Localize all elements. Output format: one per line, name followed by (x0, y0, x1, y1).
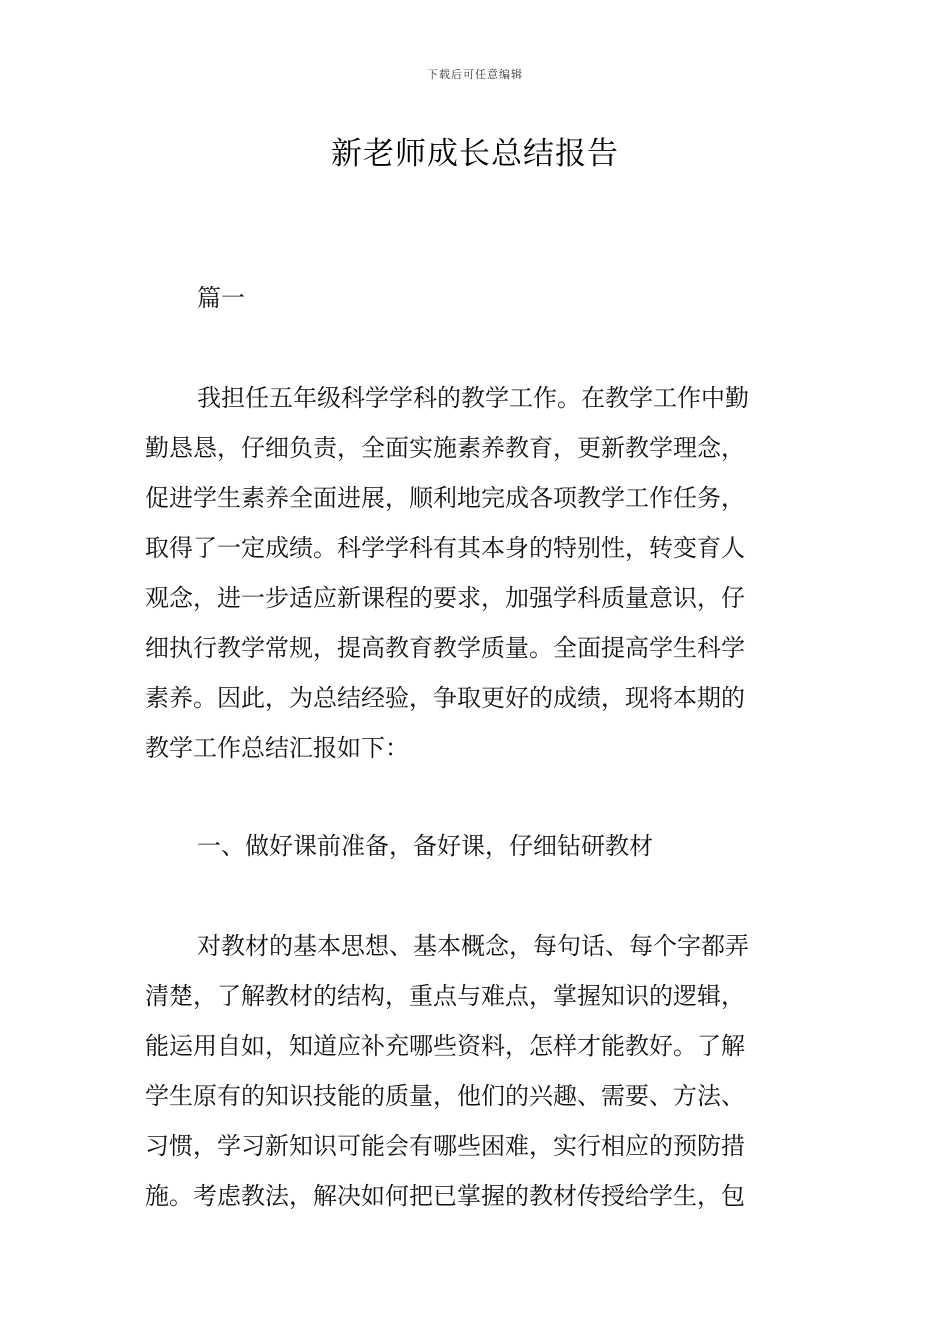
paragraph-line: 对教材的基本思想、基本概念，每句话、每个字都弄 (197, 932, 749, 960)
paragraph-line: 清楚，了解教材的结构，重点与难点，掌握知识的逻辑， (145, 982, 745, 1010)
section-label: 篇一 (197, 284, 245, 312)
paragraph-line: 教学工作总结汇报如下： (145, 734, 409, 762)
header-note: 下载后可任意编辑 (427, 68, 523, 81)
intro-paragraph (145, 373, 805, 773)
body-paragraph (145, 921, 805, 1221)
document-title: 新老师成长总结报告 (331, 136, 619, 172)
paragraph-line: 素养。因此，为总结经验，争取更好的成绩，现将本期的 (145, 684, 745, 712)
paragraph-line: 勤恳恳，仔细负责，全面实施素养教育，更新教学理念， (145, 434, 745, 462)
paragraph-line: 习惯，学习新知识可能会有哪些困难，实行相应的预防措 (145, 1132, 745, 1160)
paragraph-line: 我担任五年级科学学科的教学工作。在教学工作中勤 (197, 384, 749, 412)
paragraph-line: 施。考虑教法，解决如何把已掌握的教材传授给学生，包 (145, 1182, 745, 1210)
paragraph-line: 取得了一定成绩。科学学科有其本身的特别性，转变育人 (145, 534, 745, 562)
paragraph-line: 学生原有的知识技能的质量，他们的兴趣、需要、方法、 (145, 1082, 745, 1110)
section-subheading: 一、做好课前准备，备好课，仔细钻研教材 (197, 832, 653, 860)
paragraph-line: 能运用自如，知道应补充哪些资料，怎样才能教好。了解 (145, 1032, 745, 1060)
paragraph-line: 细执行教学常规，提高教育教学质量。全面提高学生科学 (145, 634, 745, 662)
paragraph-line: 促进学生素养全面进展，顺利地完成各项教学工作任务， (145, 484, 745, 512)
paragraph-line: 观念，进一步适应新课程的要求，加强学科质量意识，仔 (145, 584, 745, 612)
